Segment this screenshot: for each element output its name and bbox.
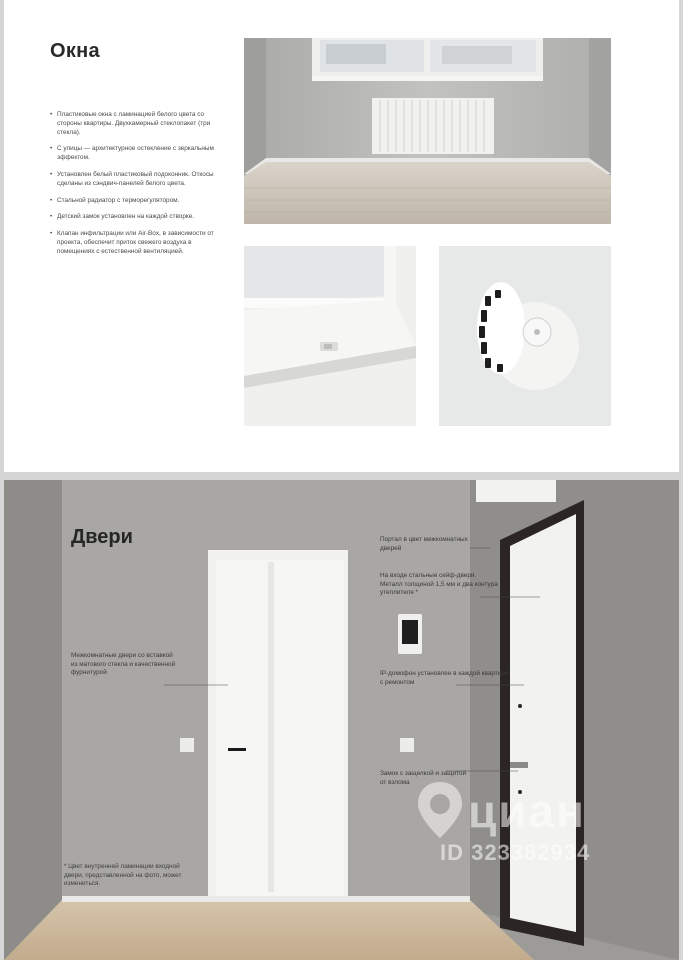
room-window-photo: [244, 38, 611, 224]
doors-title: Двери: [71, 526, 133, 548]
windows-page: [4, 0, 679, 472]
list-item: • Детский замок установлен на каждой створке.: [50, 213, 228, 222]
window-sill-photo: [244, 246, 416, 426]
ventilation-valve-photo: [439, 246, 611, 426]
location-pin-icon: [412, 780, 468, 840]
list-item: • С улицы — архитектурное остекление с зеркальным эффектом.: [50, 145, 228, 163]
lock-note: Замок с защелкой и защитой от взлома: [380, 770, 467, 786]
windows-title: Окна: [50, 40, 100, 62]
intercom-note: IP-домофон установлен в каждой квартире с ремонтом: [380, 670, 509, 686]
watermark-id: ID 323382934: [440, 840, 591, 865]
list-item: • Пластиковые окна с ламинацией белого цвета со стороны квартиры. Двухкамерный стеклопакет (три стекла).: [50, 111, 228, 137]
watermark: [406, 780, 646, 880]
doors-page: [4, 480, 679, 960]
portal-note: Портал в цвет межкомнатных дверей: [380, 536, 468, 552]
list-item: • Клапан инфильтрации или Air-Box, в зависимости от проекта, обеспечит приток свежего воздуха в помещениях с естественной вентиляцией.: [50, 230, 228, 256]
list-item: • Стальной радиатор с терморегулятором.: [50, 197, 228, 206]
windows-feature-list: [50, 111, 228, 265]
list-item: • Установлен белый пластиковый подоконник. Откосы сделаны из сэндвич-панелей белого цвета.: [50, 171, 228, 189]
interior-doors-note: Межкомнатные двери со вставкой из матового стекла и качественной фурнитурой: [71, 652, 176, 677]
entrance-door-note: На входе стальные сейф-двери. Металл толщиной 1,5 мм и два контура утеплителя *: [380, 572, 498, 597]
footnote: * Цвет внутренней ламинации входной двери, представленной на фото, может измениться.: [64, 863, 182, 888]
watermark-brand: циан: [468, 785, 586, 837]
